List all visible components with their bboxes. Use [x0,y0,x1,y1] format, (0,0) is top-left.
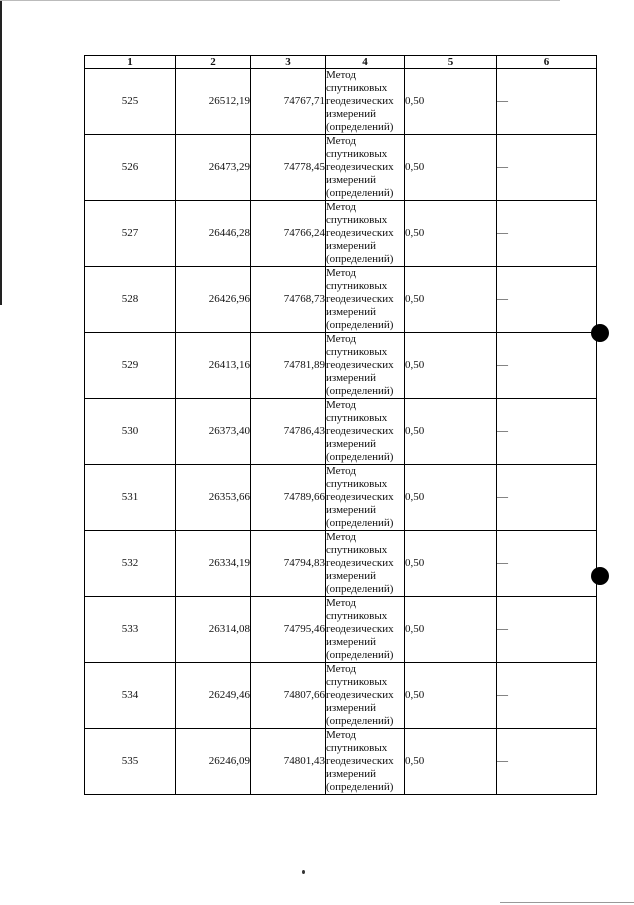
accuracy-cell: 0,50 [405,465,497,531]
table-row [85,465,597,531]
point-number-cell: 531 [85,465,176,531]
accuracy-cell: 0,50 [405,531,497,597]
accuracy-cell: 0,50 [405,663,497,729]
coordinate-x-cell: 26473,29 [176,135,251,201]
table-header-row [85,56,597,69]
coordinate-y-cell: 74795,46 [251,597,326,663]
coordinate-y-cell: 74794,83 [251,531,326,597]
column-header: 5 [405,56,497,69]
point-number-cell: 527 [85,201,176,267]
point-number-cell: 525 [85,69,176,135]
table-row [85,729,597,795]
coordinate-y-cell: 74786,43 [251,399,326,465]
coordinate-y-cell: 74767,71 [251,69,326,135]
coordinate-y-cell: 74789,66 [251,465,326,531]
note-cell: — [497,333,597,399]
page-scan-edge-top [0,0,560,1]
note-cell: — [497,135,597,201]
coordinate-y-cell: 74801,43 [251,729,326,795]
point-number-cell: 534 [85,663,176,729]
method-cell: Метод спутниковых геодезических измерений (определений) [326,465,405,531]
table-row [85,267,597,333]
coordinate-x-cell: 26314,08 [176,597,251,663]
point-number-cell: 529 [85,333,176,399]
method-cell: Метод спутниковых геодезических измерений (определений) [326,399,405,465]
note-cell: — [497,663,597,729]
point-number-cell: 533 [85,597,176,663]
accuracy-cell: 0,50 [405,135,497,201]
method-cell: Метод спутниковых геодезических измерений (определений) [326,597,405,663]
method-cell: Метод спутниковых геодезических измерений (определений) [326,729,405,795]
accuracy-cell: 0,50 [405,267,497,333]
accuracy-cell: 0,50 [405,333,497,399]
coordinate-x-cell: 26512,19 [176,69,251,135]
note-cell: — [497,597,597,663]
point-number-cell: 530 [85,399,176,465]
column-header: 6 [497,56,597,69]
note-cell: — [497,201,597,267]
method-cell: Метод спутниковых геодезических измерений (определений) [326,663,405,729]
method-cell: Метод спутниковых геодезических измерений (определений) [326,135,405,201]
point-number-cell: 526 [85,135,176,201]
coordinate-y-cell: 74768,73 [251,267,326,333]
note-cell: — [497,729,597,795]
table-row [85,69,597,135]
table-row [85,663,597,729]
table-row [85,201,597,267]
method-cell: Метод спутниковых геодезических измерений (определений) [326,201,405,267]
accuracy-cell: 0,50 [405,597,497,663]
coordinate-y-cell: 74807,66 [251,663,326,729]
table-row [85,333,597,399]
page-scan-edge-left [0,0,2,305]
accuracy-cell: 0,50 [405,729,497,795]
note-cell: — [497,465,597,531]
column-header: 3 [251,56,326,69]
coordinates-table [84,55,597,795]
coordinate-x-cell: 26373,40 [176,399,251,465]
coordinate-y-cell: 74766,24 [251,201,326,267]
point-number-cell: 528 [85,267,176,333]
note-cell: — [497,267,597,333]
coordinate-x-cell: 26446,28 [176,201,251,267]
column-header: 4 [326,56,405,69]
column-header: 1 [85,56,176,69]
point-number-cell: 535 [85,729,176,795]
table-row [85,135,597,201]
method-cell: Метод спутниковых геодезических измерений (определений) [326,531,405,597]
table-row [85,531,597,597]
method-cell: Метод спутниковых геодезических измерений (определений) [326,333,405,399]
coordinate-x-cell: 26246,09 [176,729,251,795]
accuracy-cell: 0,50 [405,69,497,135]
coordinate-y-cell: 74781,89 [251,333,326,399]
accuracy-cell: 0,50 [405,399,497,465]
coordinate-x-cell: 26334,19 [176,531,251,597]
coordinate-x-cell: 26353,66 [176,465,251,531]
note-cell: — [497,69,597,135]
point-number-cell: 532 [85,531,176,597]
note-cell: — [497,399,597,465]
accuracy-cell: 0,50 [405,201,497,267]
coordinate-x-cell: 26413,16 [176,333,251,399]
scan-speck [302,870,305,874]
coordinate-y-cell: 74778,45 [251,135,326,201]
coordinate-x-cell: 26426,96 [176,267,251,333]
table-row [85,399,597,465]
method-cell: Метод спутниковых геодезических измерений (определений) [326,69,405,135]
column-header: 2 [176,56,251,69]
note-cell: — [497,531,597,597]
coordinate-x-cell: 26249,46 [176,663,251,729]
table-row [85,597,597,663]
page-scan-edge-bottom [500,902,634,903]
method-cell: Метод спутниковых геодезических измерений (определений) [326,267,405,333]
